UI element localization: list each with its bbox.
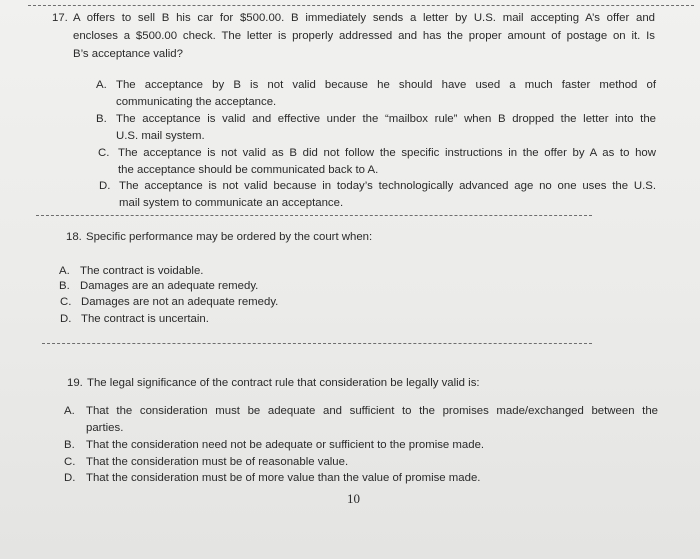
option-letter: B. <box>96 113 107 125</box>
question-stem-line: encloses a $500.00 check. The letter is properly addressed and has the proper amount of postage on it. Is <box>73 30 655 42</box>
option-text-line: That the consideration need not be adequate or sufficient to the promise made. <box>86 439 485 451</box>
question-number: 17. <box>52 12 68 24</box>
option-text-line: the acceptance should be communicated back to A. <box>118 164 379 176</box>
option-text-line: Damages are an adequate remedy. <box>80 280 259 292</box>
option-text-line: That the consideration must be adequate and sufficient to the promises made/exchanged between the <box>86 405 658 417</box>
option-text-line: The acceptance by B is not valid because he should have used a much faster method of <box>116 79 656 91</box>
option-text-line: communicating the acceptance. <box>116 96 277 108</box>
separator-q18-q19 <box>42 343 592 344</box>
question-stem-line: The legal significance of the contract rule that consideration be legally valid is: <box>87 377 480 389</box>
option-letter: B. <box>59 280 70 292</box>
option-text-line: The contract is uncertain. <box>81 313 209 325</box>
option-text-line: Damages are not an adequate remedy. <box>81 296 279 308</box>
option-text-line: mail system to communicate an acceptance. <box>119 197 344 209</box>
option-letter: A. <box>64 405 75 417</box>
option-letter: D. <box>64 472 76 484</box>
separator-q17-q18 <box>36 215 592 216</box>
option-text-line: That the consideration must be of more value than the value of promise made. <box>86 472 481 484</box>
option-text-line: The acceptance is not valid because in today’s technologically advanced age no one uses the U.S. <box>119 180 656 192</box>
option-text-line: The acceptance is not valid as B did not follow the specific instructions in the offer by A as to how <box>118 147 656 159</box>
question-stem-line: Specific performance may be ordered by the court when: <box>86 231 373 243</box>
question-stem-line: B’s acceptance valid? <box>73 48 183 60</box>
question-number: 18. <box>66 231 82 243</box>
option-letter: A. <box>59 265 70 277</box>
page-number: 10 <box>347 491 360 506</box>
question-stem-line: A offers to sell B his car for $500.00. B immediately sends a letter by U.S. mail accepting A’s offer and <box>73 12 655 24</box>
option-text-line: parties. <box>86 422 124 434</box>
question-number: 19. <box>67 377 83 389</box>
option-letter: C. <box>98 147 110 159</box>
option-letter: D. <box>99 180 111 192</box>
option-letter: D. <box>60 313 72 325</box>
option-letter: B. <box>64 439 75 451</box>
option-text-line: The acceptance is valid and effective under the “mailbox rule” when B dropped the letter into the <box>116 113 656 125</box>
option-letter: C. <box>60 296 72 308</box>
option-text-line: That the consideration must be of reasonable value. <box>86 456 349 468</box>
separator-top <box>28 5 694 6</box>
option-text-line: U.S. mail system. <box>116 130 205 142</box>
option-letter: C. <box>64 456 76 468</box>
option-letter: A. <box>96 79 107 91</box>
option-text-line: The contract is voidable. <box>80 265 204 277</box>
